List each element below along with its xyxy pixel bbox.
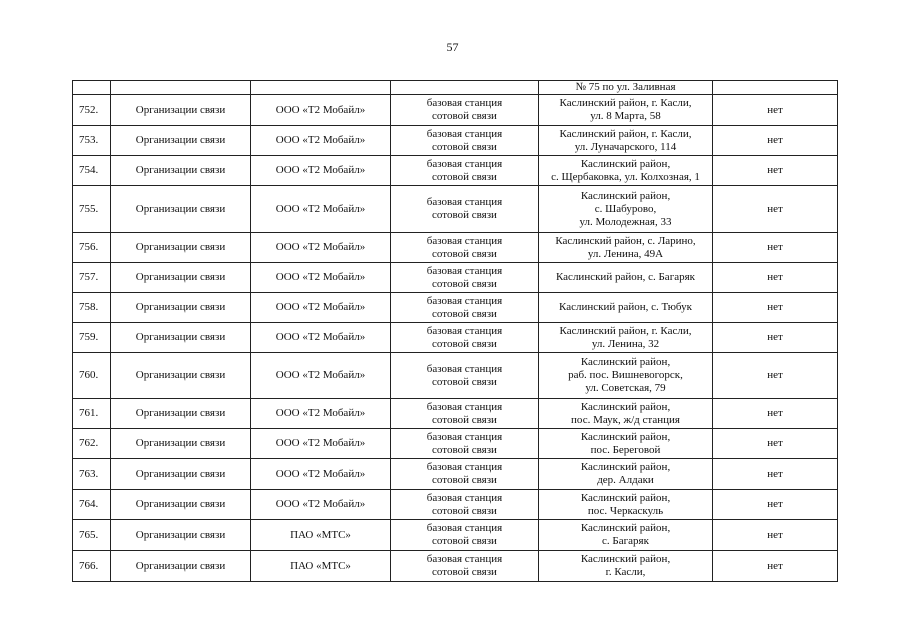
cell-object (391, 323, 539, 353)
cell-line: Каслинский район, (580, 400, 671, 413)
cell-line: Каслинский район, с. Тюбук (559, 301, 692, 313)
cell-operator: ООО «Т2 Мобайл» (251, 429, 391, 459)
cell-line: ул. 8 Марта, 58 (590, 110, 661, 122)
cell-status: нет (713, 95, 838, 126)
cell-line: Каслинский район, (580, 522, 671, 534)
cell-line: сотовой связи (432, 535, 497, 547)
cell-num: 766. (73, 551, 111, 582)
cell-object (391, 551, 539, 582)
cell-line: Каслинский район, (580, 553, 671, 565)
cell-status: нет (713, 126, 838, 156)
cell-object (391, 459, 539, 490)
cell-address (539, 551, 713, 582)
table-row (73, 459, 838, 490)
cell-object (391, 490, 539, 520)
cell-line: Каслинский район, (580, 430, 671, 443)
cell-category: Организации связи (111, 353, 251, 399)
cell-line: базовая станция (426, 430, 503, 443)
cell-line: пос. Черкаскуль (587, 504, 664, 517)
cell-line: ул. Луначарского, 114 (574, 140, 677, 153)
cell-line: Каслинский район, с. Ларино, (555, 234, 696, 247)
table-row (73, 429, 838, 459)
table-row (73, 263, 838, 293)
cell-line: с. Щербаковка, ул. Колхозная, 1 (551, 170, 700, 183)
cell-line: дер. Алдаки (597, 474, 654, 486)
cell-operator: ООО «Т2 Мобайл» (251, 323, 391, 353)
cell-address: № 75 по ул. Заливная (539, 81, 713, 95)
cell-operator: ПАО «МТС» (251, 520, 391, 551)
cell-address (539, 353, 713, 399)
cell-line: базовая станция (426, 127, 503, 140)
cell-line: базовая станция (426, 234, 503, 247)
cell-line: Каслинский район, г. Касли, (559, 97, 692, 109)
cell-status: нет (713, 353, 838, 399)
cell-object (391, 399, 539, 429)
cell-line: базовая станция (426, 196, 503, 208)
cell-object (391, 263, 539, 293)
cell-line: Каслинский район, (580, 157, 671, 170)
table-row (73, 399, 838, 429)
cell-operator: ООО «Т2 Мобайл» (251, 459, 391, 490)
cell-line: сотовой связи (432, 504, 497, 517)
cell-line: ул. Ленина, 49А (587, 247, 664, 260)
table-row (73, 95, 838, 126)
cell-num: 759. (73, 323, 111, 353)
cell-address (539, 156, 713, 186)
cell-line: с. Багаряк (602, 535, 649, 547)
cell-line: Каслинский район, (580, 189, 671, 202)
table-row (73, 323, 838, 353)
cell-num: 763. (73, 459, 111, 490)
cell-address (539, 459, 713, 490)
cell-line: базовая станция (426, 553, 503, 565)
cell-line: сотовой связи (432, 566, 497, 578)
table-row (73, 186, 838, 233)
cell-line: Каслинский район, г. Касли, (559, 127, 692, 140)
cell-object (391, 126, 539, 156)
table-row (73, 353, 838, 399)
cell-status: нет (713, 323, 838, 353)
cell-operator: ООО «Т2 Мобайл» (251, 353, 391, 399)
cell-operator: ООО «Т2 Мобайл» (251, 490, 391, 520)
table-row (73, 293, 838, 323)
cell-line: сотовой связи (432, 443, 497, 456)
cell-line: сотовой связи (432, 247, 497, 260)
cell-category: Организации связи (111, 126, 251, 156)
cell-line: раб. пос. Вишневогорск, (568, 369, 683, 381)
cell-category: Организации связи (111, 429, 251, 459)
cell-line: базовая станция (426, 324, 503, 337)
cell-line: пос. Маук, ж/д станция (571, 413, 680, 426)
cell-status: нет (713, 429, 838, 459)
cell-line: ул. Молодежная, 33 (579, 215, 672, 228)
cell-line: базовая станция (426, 157, 503, 170)
continuation-row (73, 81, 838, 95)
cell-num: 753. (73, 126, 111, 156)
cell-line: сотовой связи (432, 337, 497, 350)
cell-status: нет (713, 399, 838, 429)
cell-address (539, 520, 713, 551)
cell-num: 760. (73, 353, 111, 399)
cell-operator: ООО «Т2 Мобайл» (251, 399, 391, 429)
table-row (73, 126, 838, 156)
cell-status: нет (713, 459, 838, 490)
cell-num: 764. (73, 490, 111, 520)
cell-address (539, 293, 713, 323)
cell-operator: ООО «Т2 Мобайл» (251, 293, 391, 323)
cell-address (539, 323, 713, 353)
cell-status: нет (713, 520, 838, 551)
cell-line: Каслинский район, (580, 356, 671, 368)
cell-object (391, 520, 539, 551)
cell-num: 758. (73, 293, 111, 323)
cell-address (539, 263, 713, 293)
cell-status: нет (713, 551, 838, 582)
cell-address (539, 399, 713, 429)
cell-line: сотовой связи (432, 209, 497, 221)
cell-operator: ООО «Т2 Мобайл» (251, 233, 391, 263)
cell-line: с. Шабурово, (594, 202, 657, 215)
cell-line: сотовой связи (432, 413, 497, 426)
cell-line: базовая станция (426, 522, 503, 534)
cell-line: базовая станция (426, 264, 503, 277)
cell-category: Организации связи (111, 490, 251, 520)
cell-operator: ООО «Т2 Мобайл» (251, 263, 391, 293)
cell-status: нет (713, 233, 838, 263)
cell-address (539, 233, 713, 263)
cell-status (713, 81, 838, 95)
cell-line: Каслинский район, с. Багаряк (555, 271, 695, 283)
cell-line: базовая станция (426, 362, 503, 375)
cell-line: сотовой связи (432, 170, 497, 183)
cell-num (73, 81, 111, 95)
cell-line: ул. Советская, 79 (585, 382, 666, 394)
table-row (73, 520, 838, 551)
cell-operator: ООО «Т2 Мобайл» (251, 95, 391, 126)
cell-num: 762. (73, 429, 111, 459)
cell-category: Организации связи (111, 399, 251, 429)
cell-line: базовая станция (426, 400, 503, 413)
cell-object (391, 156, 539, 186)
cell-status: нет (713, 490, 838, 520)
cell-address (539, 490, 713, 520)
cell-object (391, 186, 539, 233)
cell-address (539, 95, 713, 126)
registry-table (72, 80, 838, 582)
cell-status: нет (713, 186, 838, 233)
cell-category: Организации связи (111, 459, 251, 490)
cell-line: пос. Береговой (590, 443, 661, 456)
cell-object (391, 353, 539, 399)
cell-num: 761. (73, 399, 111, 429)
cell-num: 756. (73, 233, 111, 263)
cell-category: Организации связи (111, 551, 251, 582)
cell-object (391, 81, 539, 95)
cell-line: ул. Ленина, 32 (591, 337, 660, 350)
cell-category: Организации связи (111, 263, 251, 293)
cell-operator: ООО «Т2 Мобайл» (251, 126, 391, 156)
cell-line: Каслинский район, (580, 491, 671, 504)
cell-object (391, 95, 539, 126)
cell-object (391, 293, 539, 323)
cell-operator: ПАО «МТС» (251, 551, 391, 582)
cell-category: Организации связи (111, 186, 251, 233)
cell-line: Каслинский район, (580, 461, 671, 473)
cell-operator: ООО «Т2 Мобайл» (251, 156, 391, 186)
cell-line: сотовой связи (432, 375, 497, 388)
table-row (73, 156, 838, 186)
cell-status: нет (713, 156, 838, 186)
table-row (73, 233, 838, 263)
cell-object (391, 429, 539, 459)
cell-address (539, 429, 713, 459)
cell-address (539, 186, 713, 233)
cell-line: сотовой связи (432, 140, 497, 153)
cell-category: Организации связи (111, 95, 251, 126)
cell-category: Организации связи (111, 520, 251, 551)
table-row (73, 490, 838, 520)
cell-line: базовая станция (426, 97, 503, 109)
cell-num: 755. (73, 186, 111, 233)
cell-address (539, 126, 713, 156)
cell-num: 757. (73, 263, 111, 293)
page-number: 57 (446, 40, 459, 54)
cell-status: нет (713, 293, 838, 323)
cell-line: базовая станция (426, 461, 503, 473)
cell-line: сотовой связи (432, 474, 497, 486)
cell-status: нет (713, 263, 838, 293)
cell-line: базовая станция (426, 294, 503, 307)
cell-category (111, 81, 251, 95)
cell-line: Каслинский район, г. Касли, (559, 324, 692, 337)
cell-num: 754. (73, 156, 111, 186)
cell-category: Организации связи (111, 233, 251, 263)
cell-operator (251, 81, 391, 95)
cell-num: 752. (73, 95, 111, 126)
cell-line: сотовой связи (432, 110, 497, 122)
cell-category: Организации связи (111, 323, 251, 353)
cell-category: Организации связи (111, 293, 251, 323)
cell-num: 765. (73, 520, 111, 551)
cell-line: сотовой связи (432, 277, 497, 290)
cell-line: сотовой связи (432, 307, 497, 320)
cell-category: Организации связи (111, 156, 251, 186)
cell-operator: ООО «Т2 Мобайл» (251, 186, 391, 233)
table-row (73, 551, 838, 582)
cell-line: базовая станция (426, 491, 503, 504)
cell-object (391, 233, 539, 263)
cell-line: г. Касли, (605, 566, 646, 578)
